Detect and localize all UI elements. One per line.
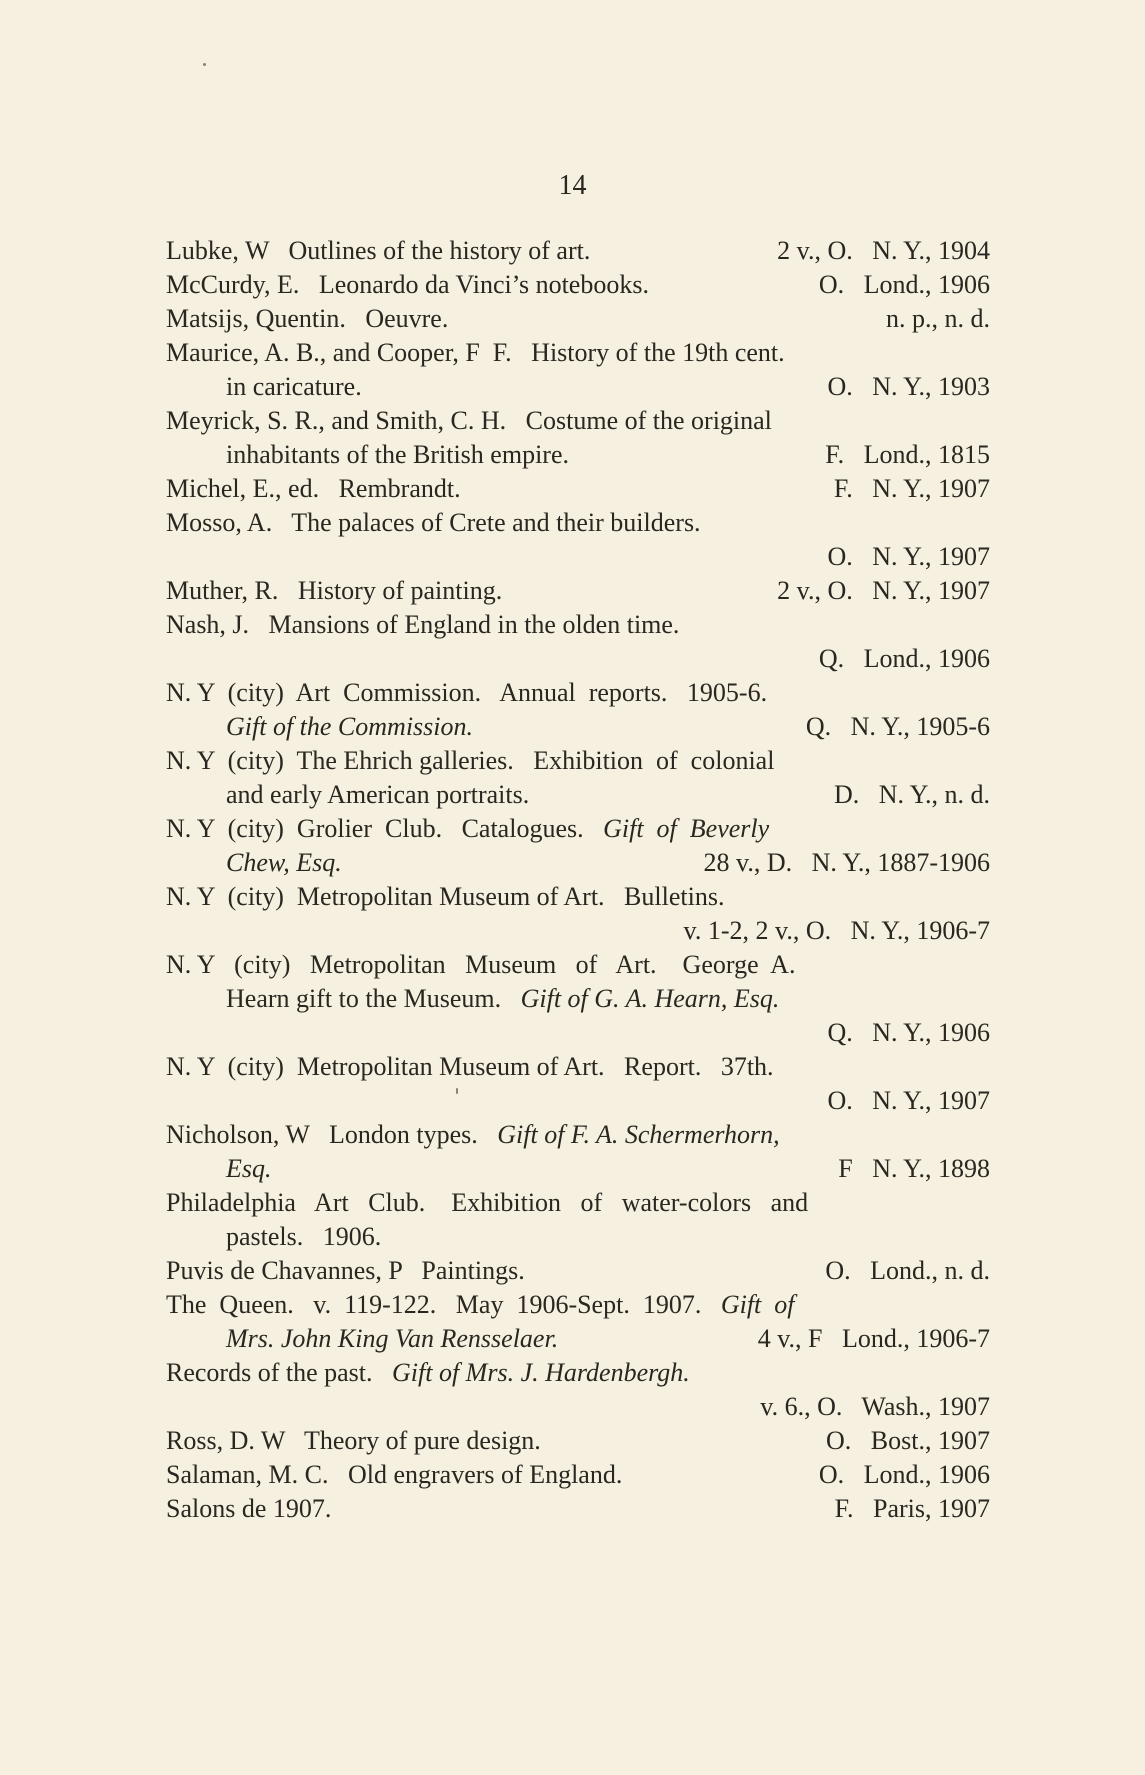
paper-speck — [456, 1088, 458, 1094]
citation-main: and early American portraits. — [226, 780, 530, 809]
citation-main: N. Y (city) The Ehrich galleries. Exhibition of colonial — [166, 746, 775, 775]
bibliography-entry — [166, 1492, 990, 1526]
bibliography-entry — [166, 948, 990, 1050]
entry-line — [166, 268, 990, 302]
bibliography-entry — [166, 1288, 990, 1356]
citation-main: Michel, E., ed. Rembrandt. — [166, 474, 461, 503]
citation-main: Nicholson, W London types. — [166, 1120, 478, 1149]
citation-main: Mrs. John King Van Rensselaer. — [226, 1324, 559, 1353]
citation-main: inhabitants of the British empire. — [226, 440, 569, 469]
entry-line — [166, 914, 990, 948]
publication-info: D. N. Y., n. d. — [833, 780, 990, 809]
bibliography-entry — [166, 1458, 990, 1492]
citation-main: Mosso, A. The palaces of Crete and their builders. — [166, 508, 701, 537]
citation-main: pastels. 1906. — [226, 1222, 382, 1251]
entry-citation-text — [166, 1118, 780, 1152]
gift-note: Gift of Mrs. J. Hardenbergh. — [372, 1358, 690, 1387]
entry-citation-text — [166, 1186, 808, 1220]
entry-line — [166, 234, 990, 268]
entry-citation-text — [166, 812, 769, 846]
bibliography-entry — [166, 812, 990, 880]
bibliography-entry — [166, 1118, 990, 1186]
bibliography-entry — [166, 608, 990, 676]
gift-note: Gift of — [701, 1290, 795, 1319]
entry-line — [166, 1390, 990, 1424]
citation-main: Puvis de Chavannes, P Paintings. — [166, 1256, 525, 1285]
publication-info: Q. N. Y., 1906 — [827, 1018, 990, 1047]
entry-citation-text — [166, 302, 448, 336]
bibliography-entry — [166, 1356, 990, 1424]
citation-main: The Queen. v. 119-122. May 1906-Sept. 1907. — [166, 1290, 702, 1319]
publication-info: v. 1-2, 2 v., O. N. Y., 1906-7 — [683, 916, 990, 945]
entry-citation-text — [166, 336, 785, 370]
publication-info: O. Lond., 1906 — [818, 270, 990, 299]
bibliography-entry — [166, 404, 990, 472]
entry-line — [166, 506, 990, 540]
entry-line — [166, 574, 990, 608]
bibliography-entry — [166, 880, 990, 948]
gift-note: Gift of F. A. Schermerhorn, — [477, 1120, 780, 1149]
publication-info: F. N. Y., 1907 — [833, 474, 990, 503]
entry-citation-text — [166, 404, 772, 438]
publication-info: Q. Lond., 1906 — [818, 644, 990, 673]
entry-citation-text — [166, 1424, 541, 1458]
publication-info: 2 v., O. N. Y., 1904 — [777, 236, 990, 265]
citation-main: N. Y (city) Metropolitan Museum of Art. Report. 37th. — [166, 1052, 774, 1081]
citation-main: N. Y (city) Art Commission. Annual reports. 1905-6. — [166, 678, 768, 707]
entry-citation-text — [226, 982, 779, 1016]
publication-info: 28 v., D. N. Y., 1887-1906 — [703, 848, 990, 877]
entry-citation-text — [166, 506, 701, 540]
entry-citation-text — [166, 1254, 525, 1288]
entry-line — [166, 1458, 990, 1492]
entry-citation-text — [226, 846, 342, 880]
citation-main: McCurdy, E. Leonardo da Vinci’s notebooks. — [166, 270, 649, 299]
entry-line — [166, 1356, 990, 1390]
entry-line — [166, 812, 990, 846]
entry-citation-text — [166, 880, 724, 914]
citation-main: N. Y (city) Metropolitan Museum of Art. Bulletins. — [166, 882, 725, 911]
bibliography-entry — [166, 744, 990, 812]
entry-line — [166, 676, 990, 710]
publication-info: n. p., n. d. — [886, 304, 990, 333]
entry-citation-text — [166, 948, 795, 982]
entry-citation-text — [226, 438, 569, 472]
entry-line — [166, 642, 990, 676]
citation-main: Gift of the Commission. — [226, 712, 474, 741]
bibliography-entry — [166, 676, 990, 744]
entry-line — [166, 1492, 990, 1526]
entry-line — [166, 982, 990, 1016]
bibliography-entry — [166, 1186, 990, 1254]
citation-main: Meyrick, S. R., and Smith, C. H. Costume of the original — [166, 406, 772, 435]
publication-info: O. N. Y., 1907 — [827, 1086, 990, 1115]
entry-line — [166, 1322, 990, 1356]
bibliography-entry — [166, 336, 990, 404]
entry-line — [166, 404, 990, 438]
entry-citation-text — [166, 676, 767, 710]
entry-citation-text — [166, 1288, 795, 1322]
entry-line — [166, 608, 990, 642]
publication-info: O. N. Y., 1907 — [827, 542, 990, 571]
entry-line — [166, 948, 990, 982]
bibliography-entry — [166, 472, 990, 506]
entry-line — [166, 1084, 990, 1118]
bibliography-entry — [166, 1424, 990, 1458]
bibliography-entry — [166, 574, 990, 608]
entry-line — [166, 880, 990, 914]
citation-main: Lubke, W Outlines of the history of art. — [166, 236, 591, 265]
entry-line — [166, 1152, 990, 1186]
publication-info: O. N. Y., 1903 — [827, 372, 990, 401]
gift-note: Gift of Beverly — [583, 814, 770, 843]
bibliography-entry — [166, 506, 990, 574]
entry-line — [166, 1016, 990, 1050]
entry-citation-text — [166, 574, 502, 608]
bibliography-entry — [166, 268, 990, 302]
entry-line — [166, 710, 990, 744]
citation-main: Salons de 1907. — [166, 1494, 332, 1523]
citation-main: Muther, R. History of painting. — [166, 576, 503, 605]
publication-info: O. Lond., 1906 — [818, 1460, 990, 1489]
entry-citation-text — [166, 1458, 622, 1492]
bibliography-list — [166, 234, 990, 1526]
entry-line — [166, 778, 990, 812]
publication-info: 2 v., O. N. Y., 1907 — [777, 576, 990, 605]
entry-citation-text — [166, 608, 679, 642]
entry-citation-text — [166, 744, 774, 778]
entry-line — [166, 1220, 990, 1254]
publication-info: O. Bost., 1907 — [826, 1426, 990, 1455]
citation-main: Salaman, M. C. Old engravers of England. — [166, 1460, 623, 1489]
entry-citation-text — [166, 234, 590, 268]
paper-speck — [203, 63, 206, 66]
entry-line — [166, 1050, 990, 1084]
publication-info: Q. N. Y., 1905-6 — [805, 712, 990, 741]
bibliography-entry — [166, 234, 990, 268]
page-number: 14 — [558, 170, 587, 201]
entry-citation-text — [226, 710, 473, 744]
entry-line — [166, 302, 990, 336]
entry-line — [166, 336, 990, 370]
entry-citation-text — [166, 472, 461, 506]
gift-note: Gift of G. A. Hearn, Esq. — [501, 984, 780, 1013]
entry-line — [166, 1288, 990, 1322]
entry-line — [166, 540, 990, 574]
entry-line — [166, 1186, 990, 1220]
entry-citation-text — [166, 1356, 690, 1390]
citation-main: Maurice, A. B., and Cooper, F F. History of the 19th cent. — [166, 338, 785, 367]
publication-info: v. 6., O. Wash., 1907 — [760, 1392, 990, 1421]
citation-main: N. Y (city) Metropolitan Museum of Art. George A. — [166, 950, 796, 979]
citation-main: Nash, J. Mansions of England in the olden time. — [166, 610, 680, 639]
citation-main: Hearn gift to the Museum. — [226, 984, 502, 1013]
entry-line — [166, 1254, 990, 1288]
citation-main: Esq. — [226, 1154, 272, 1183]
citation-main: Records of the past. — [166, 1358, 373, 1387]
publication-info: 4 v., F Lond., 1906-7 — [757, 1324, 990, 1353]
entry-citation-text — [226, 778, 529, 812]
citation-main: Ross, D. W Theory of pure design. — [166, 1426, 541, 1455]
publication-info: O. Lond., n. d. — [825, 1256, 990, 1285]
bibliography-entry — [166, 1050, 990, 1118]
bibliography-entry — [166, 302, 990, 336]
entry-citation-text — [166, 268, 649, 302]
citation-main: Philadelphia Art Club. Exhibition of water-colors and — [166, 1188, 809, 1217]
entry-line — [166, 472, 990, 506]
citation-main: in caricature. — [226, 372, 362, 401]
entry-line — [166, 744, 990, 778]
publication-info: F. Paris, 1907 — [834, 1494, 990, 1523]
entry-line — [166, 846, 990, 880]
entry-citation-text — [226, 1152, 272, 1186]
entry-line — [166, 1424, 990, 1458]
entry-citation-text — [166, 1050, 774, 1084]
citation-main: N. Y (city) Grolier Club. Catalogues. — [166, 814, 584, 843]
citation-main: Chew, Esq. — [226, 848, 342, 877]
bibliography-entry — [166, 1254, 990, 1288]
entry-line — [166, 1118, 990, 1152]
entry-citation-text — [226, 1220, 381, 1254]
citation-main: Matsijs, Quentin. Oeuvre. — [166, 304, 449, 333]
entry-citation-text — [226, 370, 362, 404]
entry-line — [166, 370, 990, 404]
entry-citation-text — [166, 1492, 331, 1526]
entry-line — [166, 438, 990, 472]
publication-info: F. Lond., 1815 — [825, 440, 990, 469]
publication-info: F N. Y., 1898 — [838, 1154, 990, 1183]
entry-citation-text — [226, 1322, 558, 1356]
